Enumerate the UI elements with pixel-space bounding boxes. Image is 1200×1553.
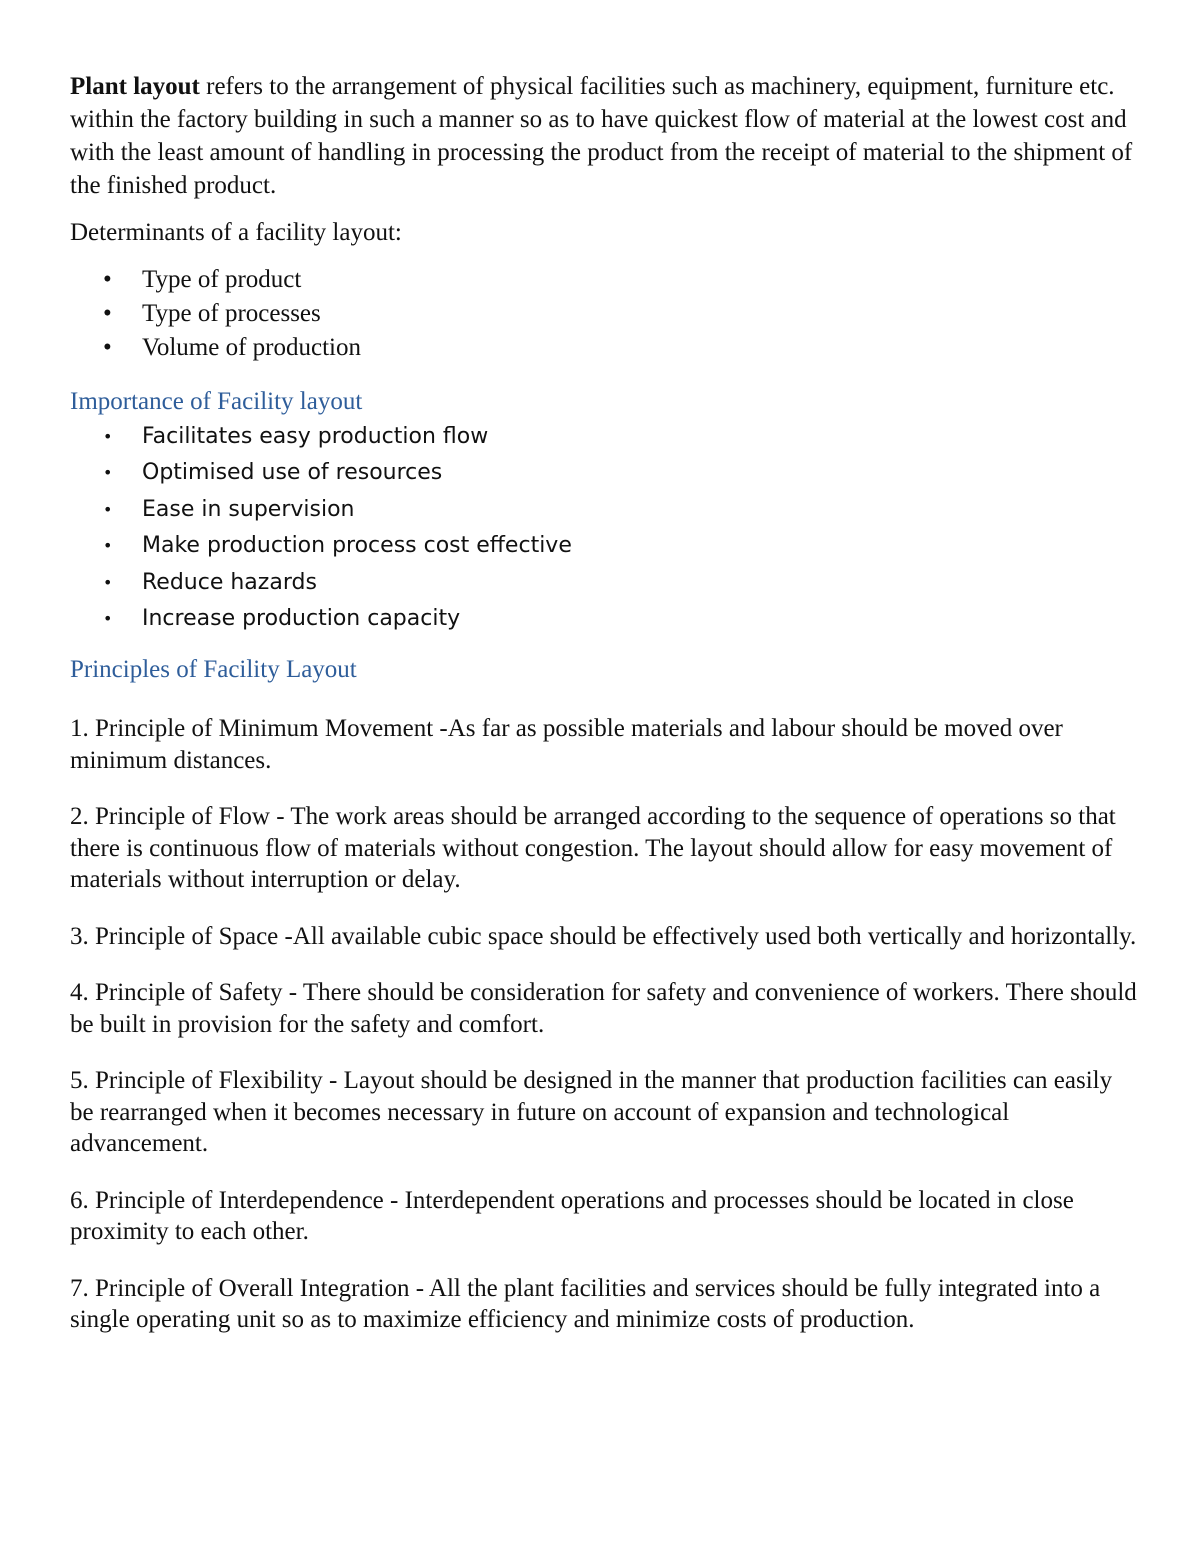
bullet-icon: • — [103, 334, 112, 361]
list-item-text: Volume of production — [142, 334, 361, 361]
bullet-icon: • — [103, 536, 113, 556]
bullet-icon: • — [103, 499, 113, 519]
bullet-icon: • — [103, 300, 112, 327]
list-item-text: Type of processes — [142, 300, 321, 327]
principle-paragraph: 1. Principle of Minimum Movement -As far as possible materials and labour should be moved over minimum distances. — [70, 715, 1063, 774]
bullet-icon: • — [103, 608, 113, 628]
list-item — [70, 565, 1140, 601]
list-item-text: Ease in supervision — [142, 496, 355, 522]
principle-paragraph: 3. Principle of Space -All available cubic space should be effectively used both vertically and horizontally. — [70, 922, 1137, 950]
intro-bold-term: Plant layout — [70, 73, 200, 100]
list-item — [70, 419, 1140, 455]
list-item — [70, 455, 1140, 491]
bullet-icon: • — [103, 572, 113, 592]
list-item-text: Increase production capacity — [142, 605, 461, 631]
list-item-text: Reduce hazards — [142, 569, 317, 595]
bullet-icon: • — [103, 427, 113, 446]
intro-text: refers to the arrangement of physical facilities such as machinery, equipment, furniture etc. within the factory building in such a manner so as to have quickest flow of material at the lowest cost and with the least amount of handling in processing the product from the receipt of material to the shipment of the finished product. — [70, 73, 1133, 199]
principle-paragraph: 4. Principle of Safety - There should be consideration for safety and convenience of workers. There should be built in provision for the safety and comfort. — [70, 979, 1137, 1038]
principle-paragraph: 6. Principle of Interdependence - Interdependent operations and processes should be located in close proximity to each other. — [70, 1186, 1074, 1246]
principle-paragraph: 2. Principle of Flow - The work areas should be arranged according to the sequence of operations so that there is continuous flow of materials without congestion. The layout should allow for easy movement of materials without interruption or delay. — [70, 803, 1116, 894]
list-item — [70, 528, 1140, 564]
list-item — [70, 331, 1140, 365]
list-item — [70, 297, 1140, 331]
bullet-icon: • — [103, 266, 112, 293]
intro-paragraph — [70, 70, 1140, 202]
bullet-icon: • — [103, 463, 113, 483]
determinants-label: Determinants of a facility layout: — [70, 219, 402, 246]
principles-list — [70, 713, 1140, 1336]
document-page — [70, 70, 1140, 1361]
list-item-text: Facilitates easy production flow — [142, 424, 489, 449]
list-item — [70, 263, 1140, 297]
list-item-text: Optimised use of resources — [142, 460, 443, 486]
determinants-list — [70, 263, 1140, 365]
list-item-text: Type of product — [142, 266, 302, 293]
principle-paragraph: 5. Principle of Flexibility - Layout should be designed in the manner that production facilities can easily be rearranged when it becomes necessary in future on account of expansion and technological advancement. — [70, 1067, 1113, 1158]
importance-list — [70, 419, 1140, 637]
list-item — [70, 601, 1140, 637]
list-item-text: Make production process cost effective — [142, 533, 572, 559]
list-item — [70, 492, 1140, 528]
principles-heading: Principles of Facility Layout — [70, 656, 357, 684]
importance-heading: Importance of Facility layout — [70, 388, 363, 415]
principle-paragraph: 7. Principle of Overall Integration - All the plant facilities and services should be fully integrated into a single operating unit so as to maximize efficiency and minimize costs of production. — [70, 1274, 1101, 1334]
